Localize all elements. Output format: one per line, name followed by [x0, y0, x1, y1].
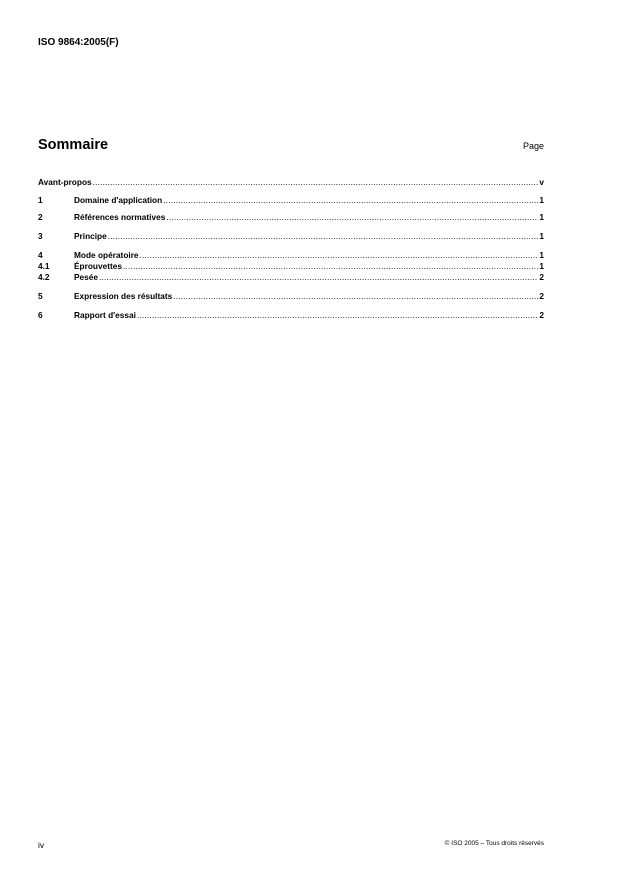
toc-entry-page: 2: [539, 291, 544, 301]
toc-entry-number: 3: [38, 231, 43, 241]
toc-entry-body: [74, 231, 544, 242]
toc-entry-page: v: [539, 177, 544, 187]
toc-entry-body: [74, 212, 544, 223]
toc-heading: [38, 137, 544, 157]
footer-page-number: iv: [38, 840, 45, 850]
dot-leader: [108, 231, 539, 242]
toc-entry-1[interactable]: [38, 195, 544, 206]
toc-entry-number: 4: [38, 250, 43, 260]
toc-entry-page: 2: [539, 272, 544, 282]
toc-entry-number: 4.1: [38, 261, 50, 271]
toc-entry-text: Principe: [74, 231, 107, 241]
toc-entry-page: 1: [539, 195, 544, 205]
toc-entry-body: [74, 261, 544, 272]
toc-entry-page: 2: [539, 310, 544, 320]
toc-entry-3[interactable]: [38, 231, 544, 242]
dot-leader: [173, 291, 538, 302]
toc-entry-page: 1: [539, 261, 544, 271]
toc-entry-text: Mode opératoire: [74, 250, 139, 260]
toc-entry-5[interactable]: [38, 291, 544, 302]
toc-entry-6[interactable]: [38, 310, 544, 321]
toc-entry-2[interactable]: [38, 212, 544, 223]
toc-entry-text: Rapport d'essai: [74, 310, 136, 320]
toc-entry-page: 1: [539, 231, 544, 241]
toc-entry-body: [74, 291, 544, 302]
toc-entry-4[interactable]: [38, 250, 544, 261]
dot-leader: [93, 177, 539, 188]
toc-entry-text: Avant-propos: [38, 177, 92, 187]
toc-entry-number: 1: [38, 195, 43, 205]
toc-entry-body: [38, 177, 544, 188]
page-title: Sommaire: [38, 137, 109, 153]
toc-entry-number: 2: [38, 212, 43, 222]
toc-entry-text: Domaine d'application: [74, 195, 163, 205]
dot-leader: [137, 310, 538, 321]
footer-copyright: © ISO 2005 – Tous droits réservés: [444, 840, 544, 847]
toc-entry-body: [74, 250, 544, 261]
dot-leader: [99, 272, 538, 283]
toc-page-column-label: Page: [522, 141, 544, 151]
toc-entry-page: 1: [539, 250, 544, 260]
dot-leader: [166, 212, 538, 223]
toc-entry-text: Pesée: [74, 272, 98, 282]
toc-entry-4-2[interactable]: [38, 272, 544, 283]
toc-entry-avant-propos[interactable]: [38, 177, 544, 188]
toc-entry-text: Références normatives: [74, 212, 166, 222]
document-id: ISO 9864:2005(F): [38, 37, 119, 48]
toc-entry-body: [74, 195, 544, 206]
toc-entry-text: Éprouvettes: [74, 261, 122, 271]
toc-entry-number: 6: [38, 310, 43, 320]
toc-entry-body: [74, 272, 544, 283]
toc-entry-4-1[interactable]: [38, 261, 544, 272]
toc-entry-text: Expression des résultats: [74, 291, 173, 301]
toc-entry-number: 4.2: [38, 272, 50, 282]
dot-leader: [123, 261, 538, 272]
toc-entry-page: 1: [539, 212, 544, 222]
toc-entry-body: [74, 310, 544, 321]
toc-entry-number: 5: [38, 291, 43, 301]
dot-leader: [140, 250, 539, 261]
dot-leader: [163, 195, 538, 206]
